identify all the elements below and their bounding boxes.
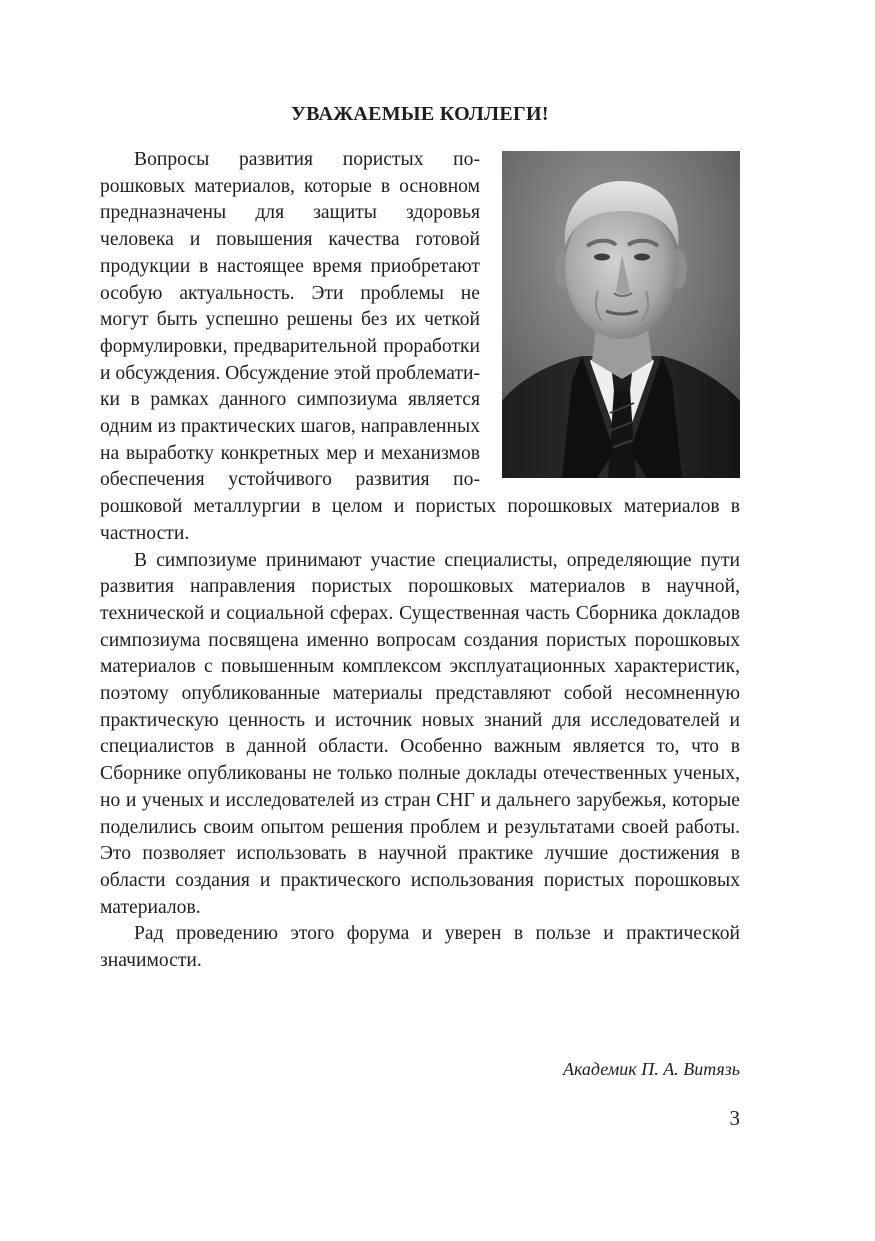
portrait-photo bbox=[502, 151, 740, 478]
paragraph-1: Вопросы развития пористых порошковых материалов, которые в основном предназначены для защиты здоровья человека и повышения качества готовой продукции в настоящее время приобретают особую актуальность. Эти проблемы не могут быть успешно решены без их четкой формулировки, предварительной проработки и обсуждения. Обсуждение этой проблематики в рамках данного симпозиума является одним из практических шагов, направленных на выработку конкретных мер и механизмов обеспечения устойчивого развития порошковой металлургии в целом и пористых порошковых материалов в частности. bbox=[100, 149, 740, 544]
portrait-image bbox=[502, 151, 740, 478]
body-text bbox=[100, 147, 740, 975]
signature: Академик П. А. Витязь bbox=[562, 1059, 740, 1079]
paragraph-2: В симпозиуме принимают участие специалисты, определяющие пути развития направления пористых порошковых материалов в научной, технической и социальной сферах. Существенная часть Сборника докладов симпозиума посвящена именно вопросам создания пористых порошковых материалов с повышенным комплексом эксплуатационных характеристик, поэтому опубликованные материалы представляют собой несомненную практическую ценность и источник новых знаний для исследователей и специалистов в данной области. Особенно важным является то, что в Сборнике опубликованы не только полные доклады отечественных ученых, но и ученых и исследователей из стран СНГ и дальнего зарубежья, которые поделились своим опытом решения проблем и результатами своей работы. Это позволяет использовать в научной практике лучшие достижения в области создания и практического использования пористых порошковых материалов. bbox=[100, 549, 740, 918]
paragraph-3: Рад проведению этого форума и уверен в пользе и практической значимости. bbox=[100, 923, 740, 972]
page-number: 3 bbox=[729, 1106, 740, 1130]
page-title: УВАЖАЕМЫЕ КОЛЛЕГИ! bbox=[291, 103, 549, 125]
